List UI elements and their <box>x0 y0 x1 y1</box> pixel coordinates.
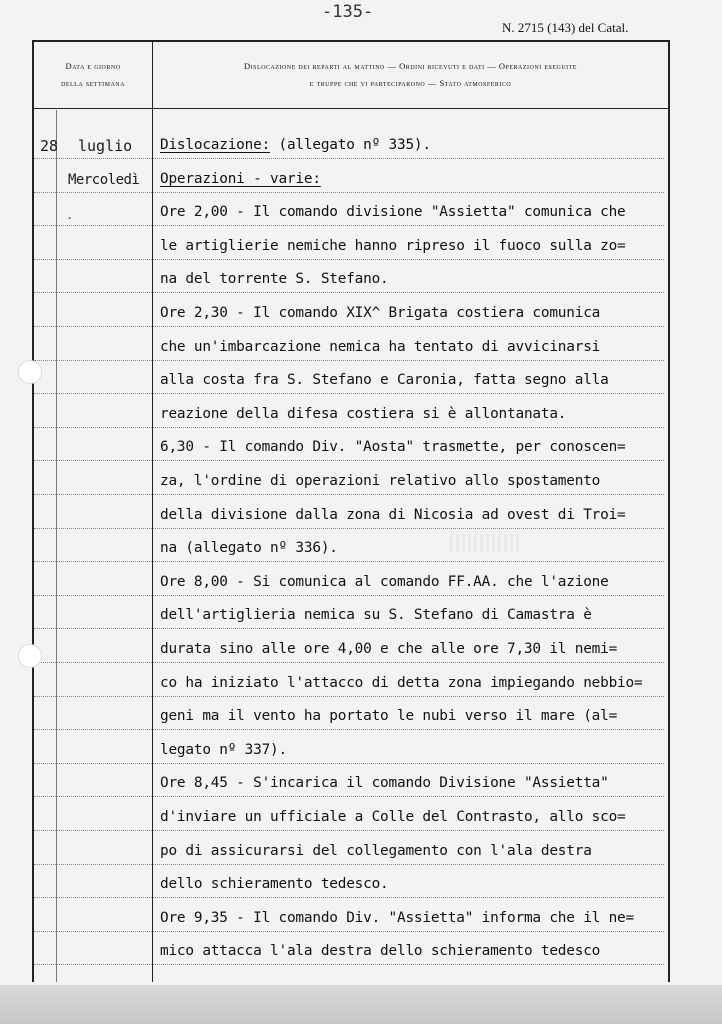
text-line: le artiglierie nemiche hanno ripreso il fuoco sulla zo= <box>160 237 626 254</box>
date-column-header <box>34 58 152 92</box>
punch-hole <box>18 644 42 668</box>
ruled-line <box>34 225 664 226</box>
date-header-line2: della settimana <box>61 78 125 88</box>
header-divider <box>34 108 668 109</box>
text-line: alla costa fra S. Stefano e Caronia, fatta segno alla <box>160 372 609 389</box>
text-line: 6,30 - Il comando Div. "Aosta" trasmette, per conoscen= <box>160 439 626 456</box>
text-line: Operazioni - varie: <box>160 170 321 187</box>
ruled-line <box>34 729 664 730</box>
text-line: co ha iniziato l'attacco di detta zona impiegando nebbio= <box>160 674 643 691</box>
ruled-line <box>34 864 664 865</box>
ruled-line <box>34 192 664 193</box>
text-line: po di assicurarsi del collegamento con l'ala destra <box>160 842 592 859</box>
ruled-line <box>34 393 664 394</box>
text-line: durata sino alle ore 4,00 e che alle ore 7,30 il nemi= <box>160 641 618 657</box>
ruled-line <box>34 796 664 797</box>
ruled-line <box>34 561 664 562</box>
page-number: -135- <box>322 2 374 22</box>
ruled-line <box>34 830 664 831</box>
date-header-line1: Data e giorno <box>65 61 121 71</box>
ruled-line <box>34 595 664 596</box>
text-line: geni ma il vento ha portato le nubi verso il mare (al= <box>160 708 618 725</box>
operations-column-header <box>158 58 663 92</box>
text-line: za, l'ordine di operazioni relativo allo spostamento <box>160 473 601 489</box>
text-line: na (allegato nº 336). <box>160 540 338 557</box>
punch-hole <box>18 360 42 384</box>
text-line: Ore 8,45 - S'incarica il comando Divisione "Assietta" <box>160 775 609 792</box>
ruled-line <box>34 292 664 293</box>
text-line: reazione della difesa costiera si è allontanata. <box>160 405 567 422</box>
entry-month: luglio <box>78 137 133 155</box>
ops-header-line2: e truppe che vi parteciparono — Stato atmosferico <box>309 78 512 88</box>
ruled-line <box>34 494 664 495</box>
ruled-line <box>34 326 664 327</box>
text-line: legato nº 337). <box>160 741 287 758</box>
entry-day: 28 <box>40 137 59 155</box>
ruled-line <box>34 427 664 428</box>
ruled-line <box>34 931 664 932</box>
entry-mark: . <box>66 208 74 222</box>
text-line: Ore 8,00 - Si comunica al comando FF.AA. che l'azione <box>160 573 609 590</box>
ruled-line <box>34 460 664 461</box>
ruled-line <box>34 158 664 159</box>
text-line: Ore 2,00 - Il comando divisione "Assietta" comunica che <box>160 204 626 221</box>
column-divider <box>152 110 153 982</box>
text-line: Dislocazione: (allegato nº 335). <box>160 137 431 153</box>
text-line: che un'imbarcazione nemica ha tentato di avvicinarsi <box>160 338 601 355</box>
page-bottom-shadow <box>0 985 722 1024</box>
text-line: della divisione dalla zona di Nicosia ad ovest di Troi= <box>160 506 626 523</box>
ruled-line <box>34 696 664 697</box>
ruled-line <box>34 763 664 764</box>
catalog-number: N. 2715 (143) del Catal. <box>502 20 629 35</box>
text-line: d'inviare un ufficiale a Colle del Contrasto, allo sco= <box>160 809 626 825</box>
ops-header-line1: Dislocazione dei reparti al mattino — Ordini ricevuti e dati — Operazioni eseguite <box>244 61 577 71</box>
faded-stamp <box>450 534 520 552</box>
ruled-line <box>34 628 664 629</box>
text-line: mico attacca l'ala destra dello schieramento tedesco <box>160 943 601 960</box>
header-column-divider <box>152 42 153 110</box>
ruled-line <box>34 662 664 663</box>
text-line: dell'artiglieria nemica su S. Stefano di Camastra è <box>160 607 592 624</box>
entry-weekday: Mercoledì <box>68 172 140 188</box>
text-line: na del torrente S. Stefano. <box>160 271 389 288</box>
text-line: Ore 2,30 - Il comando XIX^ Brigata costiera comunica <box>160 305 601 321</box>
day-column-divider <box>56 110 57 982</box>
ruled-line <box>34 897 664 898</box>
ruled-line <box>34 528 664 529</box>
text-line: dello schieramento tedesco. <box>160 876 389 893</box>
ruled-line <box>34 964 664 965</box>
ruled-line <box>34 259 664 260</box>
ruled-line <box>34 360 664 361</box>
text-line: Ore 9,35 - Il comando Div. "Assietta" informa che il ne= <box>160 909 634 926</box>
